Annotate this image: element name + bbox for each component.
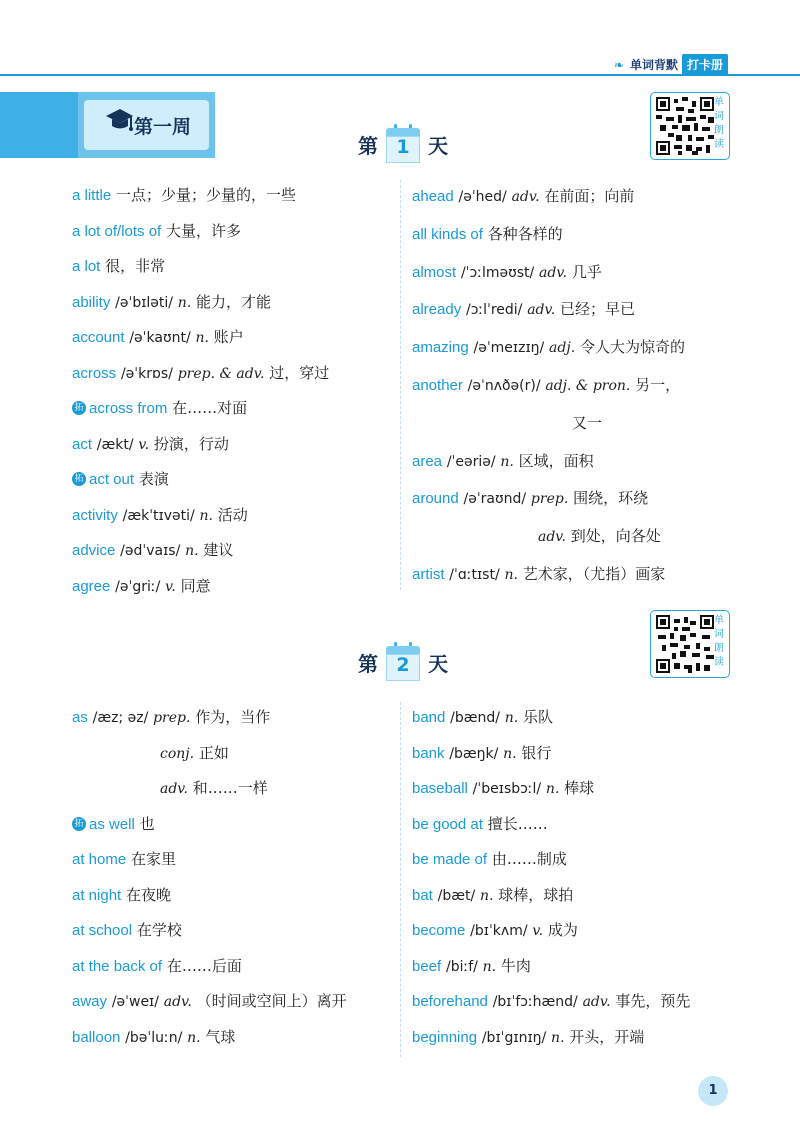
phonetic: /bæt/ xyxy=(437,887,476,904)
headword: account xyxy=(72,329,125,346)
meaning: 在学校 xyxy=(136,921,182,939)
vocab-entry xyxy=(72,949,392,985)
vocab-entry xyxy=(72,320,392,356)
headword: at home xyxy=(72,851,127,868)
headword: beginning xyxy=(412,1028,478,1046)
meaning: 事先，预先 xyxy=(615,992,691,1010)
meaning: 已经；早已 xyxy=(559,300,635,319)
meaning: 正如 xyxy=(198,743,229,762)
headword: at school xyxy=(72,922,133,939)
meaning: 一点；少量；少量的，一些 xyxy=(115,186,296,204)
meaning: 建议 xyxy=(203,541,234,559)
day-number: 1 xyxy=(396,136,410,158)
part-of-speech: adv. xyxy=(163,994,192,1010)
headword: artist xyxy=(412,565,445,583)
calendar-icon xyxy=(386,644,420,680)
day2-right-column xyxy=(412,700,752,1055)
week-tab xyxy=(0,92,215,158)
headword: become xyxy=(412,922,466,939)
part-of-speech: n. xyxy=(479,887,494,904)
phonetic: /bɪˈkʌm/ xyxy=(470,923,528,939)
meaning: 同意 xyxy=(180,576,211,595)
part-of-speech: n. xyxy=(199,507,213,524)
headword: band xyxy=(412,709,446,726)
part-of-speech: adv. xyxy=(582,994,611,1010)
vocab-entry xyxy=(412,807,752,843)
vocab-entry xyxy=(412,443,752,481)
vocab-entry xyxy=(412,842,752,878)
headword: as well xyxy=(89,815,135,833)
day1-right-column xyxy=(412,178,752,594)
vocab-entry xyxy=(412,254,752,292)
header-title: 单词背默 xyxy=(629,58,678,72)
meaning: 各种各样的 xyxy=(487,224,563,243)
phonetic: /ˈɔːlməʊst/ xyxy=(460,264,535,281)
vocab-entry xyxy=(72,878,392,914)
vocab-entry xyxy=(72,391,392,427)
headword: another xyxy=(412,376,463,394)
part-of-speech: n. xyxy=(500,453,514,470)
day-prefix: 第 xyxy=(358,133,378,158)
headword: away xyxy=(72,993,108,1010)
vocab-entry xyxy=(412,518,752,556)
qr-label: 单词朗读 xyxy=(714,97,724,150)
vocab-entry xyxy=(412,367,752,405)
phonetic: /bɪˈfɔːhænd/ xyxy=(492,994,578,1010)
vocab-entry xyxy=(72,356,392,392)
part-of-speech: adj. xyxy=(549,340,576,357)
phonetic: /ɔːlˈredi/ xyxy=(465,302,523,319)
headword: across xyxy=(72,364,117,382)
part-of-speech: adv. xyxy=(538,529,567,546)
phonetic: /əˈnʌðə(r)/ xyxy=(467,377,541,394)
phonetic: /ˈɑːtɪst/ xyxy=(449,566,500,583)
meaning: 也 xyxy=(139,814,155,833)
day1-left-column xyxy=(72,178,392,604)
meaning: 能力，才能 xyxy=(196,292,272,311)
headword: be good at xyxy=(412,815,483,833)
headword: all kinds of xyxy=(412,225,483,243)
headword: activity xyxy=(72,506,118,524)
headword: baseball xyxy=(412,780,468,797)
phonetic: /ˈeəriə/ xyxy=(446,453,496,470)
vocab-entry xyxy=(72,285,392,321)
phonetic: /ədˈvaɪs/ xyxy=(120,543,181,559)
week-label: 第一周 xyxy=(134,116,192,138)
day-number: 2 xyxy=(396,654,410,676)
vocab-entry xyxy=(412,878,752,914)
meaning: 令人大为惊奇的 xyxy=(579,338,685,357)
headword: act xyxy=(72,435,93,453)
meaning: 由……制成 xyxy=(491,850,567,868)
vocab-entry xyxy=(412,178,752,216)
day-suffix: 天 xyxy=(428,651,448,676)
vocab-entry xyxy=(412,291,752,329)
meaning: （时间或空间上）离开 xyxy=(196,992,347,1010)
vocab-entry xyxy=(72,498,392,534)
meaning: 到处，向各处 xyxy=(570,527,661,546)
qr-code-box-2[interactable] xyxy=(650,610,730,678)
phonetic: /bɪˈgɪnɪŋ/ xyxy=(481,1029,547,1046)
day-title-1 xyxy=(358,126,448,162)
phonetic: /əˈbɪləti/ xyxy=(115,294,174,311)
headword: bank xyxy=(412,744,445,762)
headword: already xyxy=(412,301,462,319)
phonetic: /əˈweɪ/ xyxy=(111,994,159,1010)
meaning: 又一 xyxy=(572,413,603,432)
vocab-entry xyxy=(412,405,752,443)
meaning: 活动 xyxy=(217,505,248,524)
phonetic: /əˈkaʊnt/ xyxy=(129,330,191,346)
part-of-speech: n. xyxy=(195,330,209,346)
vocab-entry xyxy=(412,1020,752,1056)
vocab-entry xyxy=(412,216,752,254)
vocab-entry xyxy=(72,533,392,569)
meaning: 在夜晚 xyxy=(126,885,172,904)
part-of-speech: adj. & pron. xyxy=(545,377,631,394)
part-of-speech: adv. xyxy=(527,302,556,319)
phonetic: /əˈraʊnd/ xyxy=(463,491,527,508)
headword: a lot of/lots of xyxy=(72,222,162,240)
vocab-entry xyxy=(412,480,752,518)
part-of-speech: adv. xyxy=(511,189,540,205)
headword: act out xyxy=(89,471,135,488)
headword: a little xyxy=(72,187,112,204)
vocab-entry xyxy=(72,842,392,878)
meaning: 账户 xyxy=(213,328,244,346)
meaning: 另一， xyxy=(635,375,681,394)
headword: around xyxy=(412,490,459,508)
meaning: 几乎 xyxy=(571,262,602,281)
column-divider xyxy=(400,702,401,1057)
part-of-speech: adv. xyxy=(539,264,568,281)
part-of-speech: n. xyxy=(503,745,517,762)
vocab-entry xyxy=(412,913,752,949)
qr-code-box-1[interactable] xyxy=(650,92,730,160)
headword: beef xyxy=(412,957,442,975)
phonetic: /əˈmeɪzɪŋ/ xyxy=(473,340,545,357)
day2-left-column xyxy=(72,700,392,1055)
meaning: 球棒，球拍 xyxy=(498,885,574,904)
headword: advice xyxy=(72,542,116,559)
meaning: 围绕，环绕 xyxy=(573,489,649,508)
vocab-entry xyxy=(72,771,392,807)
part-of-speech: prep. & adv. xyxy=(177,365,265,382)
headword: balloon xyxy=(72,1028,121,1046)
meaning: 在……后面 xyxy=(166,956,242,975)
meaning: 区域，面积 xyxy=(518,451,594,470)
vocab-entry xyxy=(412,700,752,736)
phonetic: /bæŋk/ xyxy=(449,745,499,762)
phonetic: /əˈkrɒs/ xyxy=(120,365,173,382)
meaning: 在前面；向前 xyxy=(544,187,635,205)
vocab-entry xyxy=(72,700,392,736)
vocab-entry xyxy=(72,427,392,463)
meaning: 和……一样 xyxy=(192,779,268,797)
part-of-speech: v. xyxy=(532,923,544,939)
vocab-entry xyxy=(72,249,392,285)
part-of-speech: n. xyxy=(551,1029,565,1046)
vocab-entry xyxy=(412,771,752,807)
day-prefix: 第 xyxy=(358,651,378,676)
headword: a lot xyxy=(72,258,101,275)
meaning: 艺术家，（尤指）画家 xyxy=(522,564,666,583)
part-of-speech: n. xyxy=(482,958,497,975)
part-of-speech: n. xyxy=(504,710,519,726)
phonetic: /bænd/ xyxy=(450,710,500,726)
vocab-entry xyxy=(412,984,752,1020)
meaning: 银行 xyxy=(521,743,552,762)
meaning: 很，非常 xyxy=(105,257,166,275)
header-badge-label: 打卡册 xyxy=(682,54,728,75)
part-of-speech: conj. xyxy=(160,745,195,762)
extension-badge-icon: 拓 xyxy=(72,817,86,831)
phonetic: /əˈgriː/ xyxy=(115,578,161,595)
meaning: 棒球 xyxy=(564,779,595,797)
qr-code-icon xyxy=(656,97,714,155)
headword: ability xyxy=(72,293,111,311)
meaning: 牛肉 xyxy=(500,956,531,975)
page-number: 1 xyxy=(698,1076,728,1106)
headword: beforehand xyxy=(412,993,488,1010)
part-of-speech: n. xyxy=(187,1029,201,1046)
part-of-speech: prep. xyxy=(530,491,569,508)
headword: bat xyxy=(412,886,433,904)
part-of-speech: n. xyxy=(545,781,560,797)
vocab-entry xyxy=(412,736,752,772)
column-divider xyxy=(400,180,401,590)
graduation-cap-icon xyxy=(104,106,134,138)
meaning: 作为，当作 xyxy=(195,708,271,726)
phonetic: /biːf/ xyxy=(445,958,478,975)
calendar-icon xyxy=(386,126,420,162)
extension-badge-icon: 拓 xyxy=(72,472,86,486)
phonetic: /ˈbeɪsbɔːl/ xyxy=(472,781,542,797)
meaning: 擅长…… xyxy=(487,814,548,833)
meaning: 气球 xyxy=(205,1027,236,1046)
meaning: 大量，许多 xyxy=(166,221,242,240)
headword: be made of xyxy=(412,851,488,868)
vocab-entry xyxy=(72,913,392,949)
meaning: 表演 xyxy=(138,470,169,488)
qr-code-icon xyxy=(656,615,714,673)
phonetic: /bəˈluːn/ xyxy=(125,1029,183,1046)
phonetic: /ækt/ xyxy=(96,436,134,453)
headword: across from xyxy=(89,400,168,417)
meaning: 扮演，行动 xyxy=(153,434,229,453)
phonetic: /æz; əz/ xyxy=(92,710,149,726)
vocab-entry xyxy=(72,178,392,214)
headword: almost xyxy=(412,263,457,281)
leaf-icon: ❧ xyxy=(613,57,624,72)
phonetic: /ækˈtɪvəti/ xyxy=(122,507,195,524)
vocab-entry xyxy=(72,462,392,498)
vocab-entry xyxy=(72,807,392,843)
headword: ahead xyxy=(412,188,454,205)
extension-badge-icon: 拓 xyxy=(72,401,86,415)
vocab-entry xyxy=(72,569,392,605)
meaning: 开头，开端 xyxy=(569,1027,645,1046)
part-of-speech: v. xyxy=(138,436,150,453)
day-title-2 xyxy=(358,644,448,680)
vocab-entry xyxy=(412,556,752,594)
part-of-speech: v. xyxy=(165,578,176,595)
vocab-entry xyxy=(72,214,392,250)
meaning: 成为 xyxy=(547,921,578,939)
qr-label: 单词朗读 xyxy=(714,615,724,668)
part-of-speech: adv. xyxy=(160,781,189,797)
header-badge xyxy=(614,54,728,75)
headword: agree xyxy=(72,577,111,595)
part-of-speech: prep. xyxy=(153,710,191,726)
part-of-speech: n. xyxy=(504,566,518,583)
headword: at night xyxy=(72,886,122,904)
headword: area xyxy=(412,452,443,470)
headword: amazing xyxy=(412,339,469,357)
vocab-entry xyxy=(72,984,392,1020)
week-tab-strip xyxy=(0,92,78,158)
vocab-entry xyxy=(412,949,752,985)
vocab-entry xyxy=(72,736,392,772)
headword: at the back of xyxy=(72,957,163,975)
vocab-entry xyxy=(72,1020,392,1056)
headword: as xyxy=(72,709,88,726)
meaning: 过，穿过 xyxy=(269,363,330,382)
phonetic: /əˈhed/ xyxy=(458,189,507,205)
part-of-speech: n. xyxy=(177,294,192,311)
header-rule xyxy=(0,74,800,76)
meaning: 乐队 xyxy=(523,708,554,726)
meaning: 在……对面 xyxy=(172,399,248,417)
vocab-entry xyxy=(412,329,752,367)
part-of-speech: n. xyxy=(185,543,199,559)
day-suffix: 天 xyxy=(428,133,448,158)
meaning: 在家里 xyxy=(130,850,176,868)
